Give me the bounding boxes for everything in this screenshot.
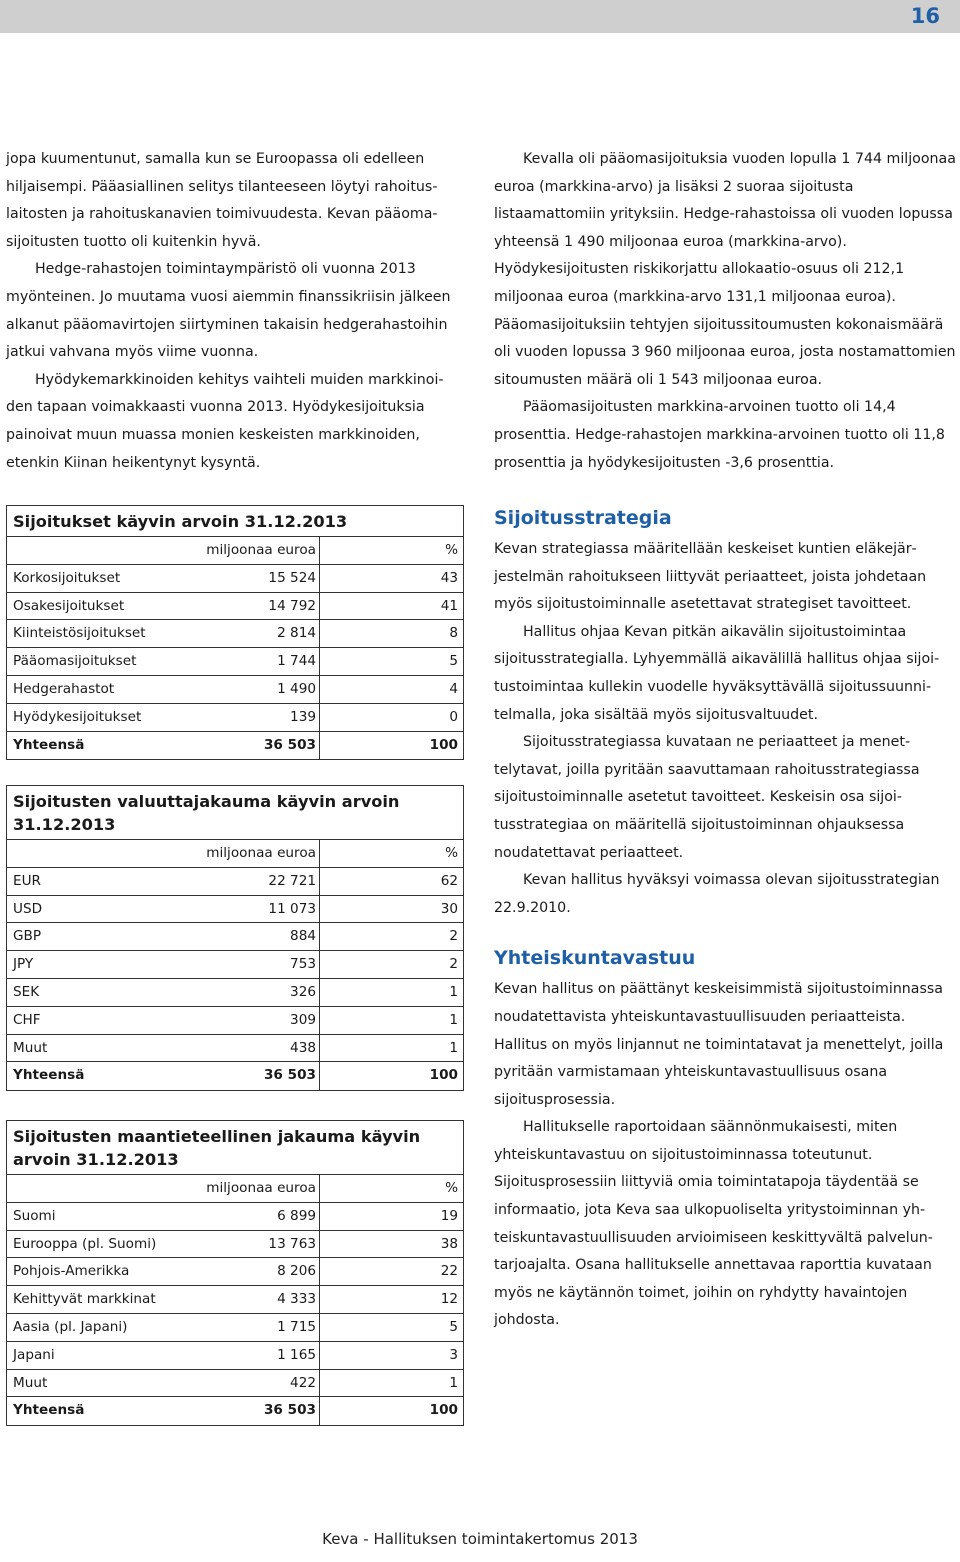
row-label: Japani: [13, 1346, 55, 1363]
table-total-row: [7, 1397, 463, 1425]
row-percent: 30: [440, 900, 458, 917]
row-value: 326: [183, 979, 320, 1006]
table-row: [7, 1231, 463, 1259]
row-label: Kiinteistösijoitukset: [13, 625, 146, 642]
row-label: Pohjois-Amerikka: [13, 1263, 130, 1280]
table-row: [7, 979, 463, 1007]
table-row: [7, 676, 463, 704]
row-label: Yhteensä: [13, 1067, 85, 1084]
row-value: 139: [183, 704, 320, 731]
row-label: USD: [13, 900, 43, 917]
paragraph: Sijoitusstrategiassa kuvataan ne periaatteet ja menettelytavat, joilla pyritään saavuttamaan rahoitusstrategiassa sijoitustoiminnalle asetetut tavoitteet. Keskeisin osa sijoitusstrategiaa on määritellä sijoitustoiminnan ohjauksessa noudatettavat periaatteet.: [494, 734, 920, 861]
row-value: 309: [183, 1007, 320, 1034]
row-value: 753: [183, 951, 320, 978]
row-percent: 2: [449, 928, 458, 945]
paragraph: Hallitus ohjaa Kevan pitkän aikavälin sijoitustoimintaa sijoitusstrategialla. Lyhyemmällä aikavälillä hallitus ohjaa sijoitustoimintaa kullekin vuodelle hyväksyttävällä sijoitussuunnitelmalla, joka sisältää myös sijoitusvaltuudet.: [494, 623, 940, 723]
row-value: 6 899: [183, 1203, 320, 1230]
row-percent: 43: [440, 569, 458, 586]
row-value: 14 792: [183, 593, 320, 620]
page-header-bar: [0, 0, 960, 33]
row-value: 36 503: [183, 1062, 320, 1090]
row-label: Pääomasijoitukset: [13, 653, 137, 670]
table-title: Sijoitukset käyvin arvoin 31.12.2013: [7, 506, 463, 537]
paragraph: jopa kuumentunut, samalla kun se Euroopassa oli edelleen hiljaisempi. Pääasiallinen selitys tilanteeseen löytyi rahoituslaitosten ja rahoituskanavien toimivuudesta. Kevan pääomasijoitusten tuotto oli kuitenkin hyvä.: [6, 151, 438, 250]
row-percent: 1: [449, 1374, 458, 1391]
row-label: Hyödykesijoitukset: [13, 708, 142, 725]
row-label: Suomi: [13, 1207, 56, 1224]
row-value: 36 503: [183, 732, 320, 760]
column-header-unit: miljoonaa euroa: [183, 1175, 320, 1202]
row-percent: 8: [449, 625, 458, 642]
geographic-table: [6, 1120, 464, 1426]
column-header-percent: %: [445, 542, 458, 558]
table-row: [7, 593, 463, 621]
row-value: 2 814: [183, 620, 320, 647]
row-value: 15 524: [183, 565, 320, 592]
table-row: [7, 704, 463, 732]
row-label: Kehittyvät markkinat: [13, 1291, 156, 1308]
row-percent: 12: [440, 1291, 458, 1308]
row-value: 1 490: [183, 676, 320, 703]
row-percent: 4: [449, 680, 458, 697]
row-percent: 100: [429, 1402, 458, 1419]
row-percent: 22: [440, 1263, 458, 1280]
table-row: [7, 648, 463, 676]
row-value: 1 165: [183, 1342, 320, 1369]
row-percent: 2: [449, 956, 458, 973]
table-row: [7, 868, 463, 896]
row-label: CHF: [13, 1011, 41, 1028]
row-value: 438: [183, 1035, 320, 1062]
table-total-row: [7, 1062, 463, 1090]
row-percent: 5: [449, 1318, 458, 1335]
table-row: [7, 951, 463, 979]
paragraph: Hyödykemarkkinoiden kehitys vaihteli muiden markkinoiden tapaan voimakkaasti vuonna 2013. Hyödykesijoituksia painoivat muun muassa monien keskeisten markkinoiden, etenkin Kiinan heikentynyt kysyntä.: [6, 371, 444, 471]
column-header-unit: miljoonaa euroa: [183, 840, 320, 867]
table-row: [7, 620, 463, 648]
row-percent: 41: [440, 597, 458, 614]
paragraph: Pääomasijoitusten markkina-arvoinen tuotto oli 14,4 prosenttia. Hedge-rahastojen markkina-arvoinen tuotto oli 11,8 prosenttia ja hyödykesijoitusten -3,6 prosenttia.: [494, 399, 945, 471]
row-percent: 1: [449, 1039, 458, 1056]
page-footer: Keva - Hallituksen toimintakertomus 2013: [322, 1530, 638, 1548]
row-label: Aasia (pl. Japani): [13, 1318, 128, 1335]
row-label: SEK: [13, 983, 40, 1000]
row-percent: 1: [449, 983, 458, 1000]
row-value: 884: [183, 923, 320, 950]
paragraph: Kevan strategiassa määritellään keskeiset kuntien eläkejärjestelmän rahoitukseen liittyvät periaatteet, joista johdetaan myös sijoitustoiminnalle asetettavat strategiset tavoitteet.: [494, 541, 927, 613]
right-column-sections: [494, 507, 956, 1335]
column-header-percent: %: [445, 1180, 458, 1196]
paragraph: Hedge-rahastojen toimintaympäristö oli vuonna 2013 myönteinen. Jo muutama vuosi aiemmin finanssikriisin jälkeen alkanut pääomavirtojen siirtyminen takaisin hedgerahastoihin jatkui vahvana myös viime vuonna.: [6, 261, 451, 361]
row-percent: 3: [449, 1346, 458, 1363]
table-title: Sijoitusten valuuttajakauma käyvin arvoin 31.12.2013: [7, 786, 463, 840]
table-row: [7, 1258, 463, 1286]
row-percent: 1: [449, 1011, 458, 1028]
table-row: [7, 923, 463, 951]
row-percent: 19: [440, 1207, 458, 1224]
table-row: [7, 896, 463, 924]
row-value: 11 073: [183, 896, 320, 923]
row-label: EUR: [13, 872, 41, 889]
table-row: [7, 1007, 463, 1035]
row-label: JPY: [13, 956, 34, 973]
table-header-row: [7, 840, 463, 868]
row-value: 8 206: [183, 1258, 320, 1285]
row-value: 422: [183, 1370, 320, 1397]
table-total-row: [7, 732, 463, 760]
section-heading-yhteiskuntavastuu: Yhteiskuntavastuu: [494, 947, 696, 970]
column-header-percent: %: [445, 845, 458, 861]
table-row: [7, 1314, 463, 1342]
row-percent: 5: [449, 653, 458, 670]
paragraph: Kevalla oli pääomasijoituksia vuoden lopulla 1 744 miljoonaa euroa (markkina-arvo) ja lisäksi 2 suoraa sijoitusta listaamattomiin yrityksiin. Hedge-rahastoissa oli vuoden lopussa yhteensä 1 490 miljoonaa euroa (markkina-arvo). Hyödykesijoitusten riskikorjattu allokaatio-osuus oli 212,1 miljoonaa euroa (markkina-arvo 131,1 miljoonaa euroa). Pääomasijoituksiin tehtyjen sijoitussitoumusten kokonaismäärä oli vuoden lopussa 3 960 miljoonaa euroa, josta nostamattomien sitoumusten määrä oli 1 543 miljoonaa euroa.: [494, 151, 956, 388]
row-label: Yhteensä: [13, 736, 85, 753]
row-percent: 62: [440, 872, 458, 889]
row-value: 36 503: [183, 1397, 320, 1425]
section-heading-sijoitusstrategia: Sijoitusstrategia: [494, 507, 672, 529]
row-value: 13 763: [183, 1231, 320, 1258]
row-value: 4 333: [183, 1286, 320, 1313]
row-label: Eurooppa (pl. Suomi): [13, 1235, 157, 1252]
table-header-row: [7, 537, 463, 565]
row-label: Korkosijoitukset: [13, 569, 121, 586]
row-percent: 100: [429, 1067, 458, 1084]
table-row: [7, 1370, 463, 1398]
table-row: [7, 1035, 463, 1063]
table-row: [7, 1342, 463, 1370]
table-row: [7, 565, 463, 593]
row-label: Muut: [13, 1039, 48, 1056]
row-percent: 0: [449, 708, 458, 725]
currency-table: [6, 785, 464, 1091]
investments-table: [6, 505, 464, 760]
paragraph: Hallitukselle raportoidaan säännönmukaisesti, miten yhteiskuntavastuu on sijoitustoiminnassa toteutunut. Sijoitusprosessiin liittyviä omia toimintatapoja täydentää se informaatio, jota Keva saa ulkopuoliselta yritystoiminnan yhteiskuntavastuullisuuden arvioimiseen keskittyvältä palveluntarjoajalta. Osana hallitukselle annettavaa raporttia kuvataan myös ne käytännön toimet, joihin on ryhdytty havaintojen johdosta.: [494, 1119, 933, 1329]
left-column-text: [6, 146, 464, 477]
row-label: Muut: [13, 1374, 48, 1391]
table-row: [7, 1203, 463, 1231]
row-value: 1 744: [183, 648, 320, 675]
table-title: Sijoitusten maantieteellinen jakauma käyvin arvoin 31.12.2013: [7, 1121, 463, 1175]
row-label: GBP: [13, 928, 42, 945]
row-percent: 100: [429, 736, 458, 753]
row-percent: 38: [440, 1235, 458, 1252]
paragraph: Kevan hallitus on päättänyt keskeisimmistä sijoitustoiminnassa noudatettavista yhteiskuntavastuullisuuden periaatteista. Hallitus on myös linjannut ne toimintatavat ja menettelyt, joilla pyritään varmistamaan yhteiskuntavastuullisuus osana sijoitusprosessia.: [494, 981, 944, 1108]
paragraph: Kevan hallitus hyväksyi voimassa olevan sijoitusstrategian 22.9.2010.: [494, 872, 940, 916]
row-label: Hedgerahastot: [13, 680, 115, 697]
table-header-row: [7, 1175, 463, 1203]
row-label: Osakesijoitukset: [13, 597, 125, 614]
row-label: Yhteensä: [13, 1402, 85, 1419]
column-header-unit: miljoonaa euroa: [183, 537, 320, 564]
table-row: [7, 1286, 463, 1314]
page-number: 16: [910, 4, 940, 28]
right-column-text: [494, 146, 956, 477]
row-value: 22 721: [183, 868, 320, 895]
row-value: 1 715: [183, 1314, 320, 1341]
